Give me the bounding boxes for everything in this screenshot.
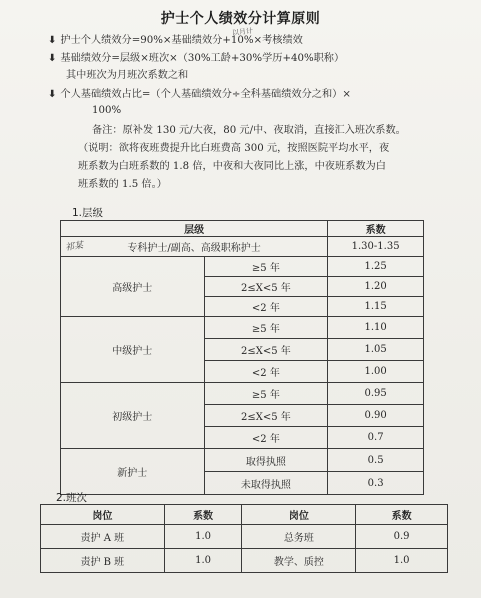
condition-cell: 未取得执照 — [204, 472, 328, 495]
coefficient-cell: 1.20 — [328, 277, 424, 297]
rule-1-text: 护士个人绩效分=90%×基础绩效分+10%×考核绩效 — [60, 35, 303, 46]
condition-cell: 取得执照 — [204, 449, 328, 472]
coefficient-cell: 1.05 — [328, 339, 424, 361]
header-post: 岗位 — [242, 505, 356, 525]
note-line-1: 备注：原补发 130 元/大夜，80 元/中、夜取消，直接汇入班次系数。 — [92, 125, 406, 136]
group-intermediate: 中级护士 — [61, 317, 205, 383]
shift-coefficient-cell: 1.0 — [356, 549, 448, 573]
document-title: 护士个人绩效分计算原则 — [160, 11, 321, 27]
group-junior: 初级护士 — [61, 383, 205, 449]
shift-table — [40, 504, 448, 573]
signature-mark: 祁某 — [64, 240, 84, 254]
rule-1 — [48, 34, 303, 48]
condition-cell: <2 年 — [204, 361, 328, 383]
header-coefficient: 系数 — [164, 505, 242, 525]
special-nurse-cell — [61, 237, 328, 257]
note-line-3: 班系数为白班系数的 1.8 倍，中夜和大夜同比上涨，中夜班系数为白 — [78, 161, 386, 172]
rule-3 — [48, 88, 351, 102]
coefficient-cell: 0.90 — [328, 405, 424, 427]
coefficient-cell: 1.10 — [328, 317, 424, 339]
shift-coefficient-cell: 1.0 — [164, 549, 242, 573]
condition-cell: <2 年 — [204, 427, 328, 449]
condition-cell: ≥5 年 — [204, 383, 328, 405]
coefficient-cell: 1.15 — [328, 297, 424, 317]
coefficient-cell: 1.00 — [328, 361, 424, 383]
shift-post-cell: 责护 B 班 — [41, 549, 165, 573]
group-new-nurse: 新护士 — [61, 449, 205, 495]
coefficient-cell: 0.5 — [328, 449, 424, 472]
header-coefficient: 系数 — [328, 221, 424, 237]
coefficient-cell: 0.95 — [328, 383, 424, 405]
condition-cell: 2≤X<5 年 — [204, 277, 328, 297]
rule-2-text: 基础绩效分=层级×班次×（30%工龄+30%学历+40%职称） — [60, 53, 345, 64]
special-nurse-value: 1.30-1.35 — [328, 237, 424, 257]
rule-2 — [48, 52, 344, 66]
condition-cell: ≥5 年 — [204, 257, 328, 277]
condition-cell: <2 年 — [204, 297, 328, 317]
group-senior: 高级护士 — [61, 257, 205, 317]
shift-post-cell: 教学、质控 — [242, 549, 356, 573]
condition-cell: ≥5 年 — [204, 317, 328, 339]
section-title-shift: 2.班次 — [56, 492, 88, 504]
condition-cell: 2≤X<5 年 — [204, 405, 328, 427]
special-nurse-label: 专科护士/副高、高级职称护士 — [127, 243, 261, 254]
section-title-level: 1.层级 — [72, 207, 104, 219]
shift-post-cell: 总务班 — [242, 525, 356, 549]
note-line-4: 班系数的 1.5 倍。） — [78, 179, 167, 190]
condition-cell: 2≤X<5 年 — [204, 339, 328, 361]
note-line-2: （说明：欲将夜班费提升比白班费高 300 元，按照医院平均水平，夜 — [78, 143, 390, 154]
coefficient-cell: 1.25 — [328, 257, 424, 277]
level-table — [60, 220, 424, 495]
coefficient-cell: 0.7 — [328, 427, 424, 449]
shift-post-cell: 责护 A 班 — [41, 525, 165, 549]
arrow-down-icon: ⬇ — [48, 53, 57, 64]
rule-3-text: 个人基础绩效占比=（个人基础绩效分÷全科基础绩效分之和）× — [60, 89, 351, 100]
header-post: 岗位 — [41, 505, 165, 525]
rule-3-continued: 100% — [92, 105, 122, 116]
rule-2-detail: 其中班次为月班次系数之和 — [66, 70, 189, 81]
header-level: 层级 — [61, 221, 328, 237]
coefficient-cell: 0.3 — [328, 472, 424, 495]
header-coefficient: 系数 — [356, 505, 448, 525]
arrow-down-icon: ⬇ — [48, 35, 57, 46]
shift-coefficient-cell: 1.0 — [164, 525, 242, 549]
handwritten-note: 以月计 — [231, 26, 254, 38]
arrow-down-icon: ⬇ — [48, 89, 57, 100]
shift-coefficient-cell: 0.9 — [356, 525, 448, 549]
